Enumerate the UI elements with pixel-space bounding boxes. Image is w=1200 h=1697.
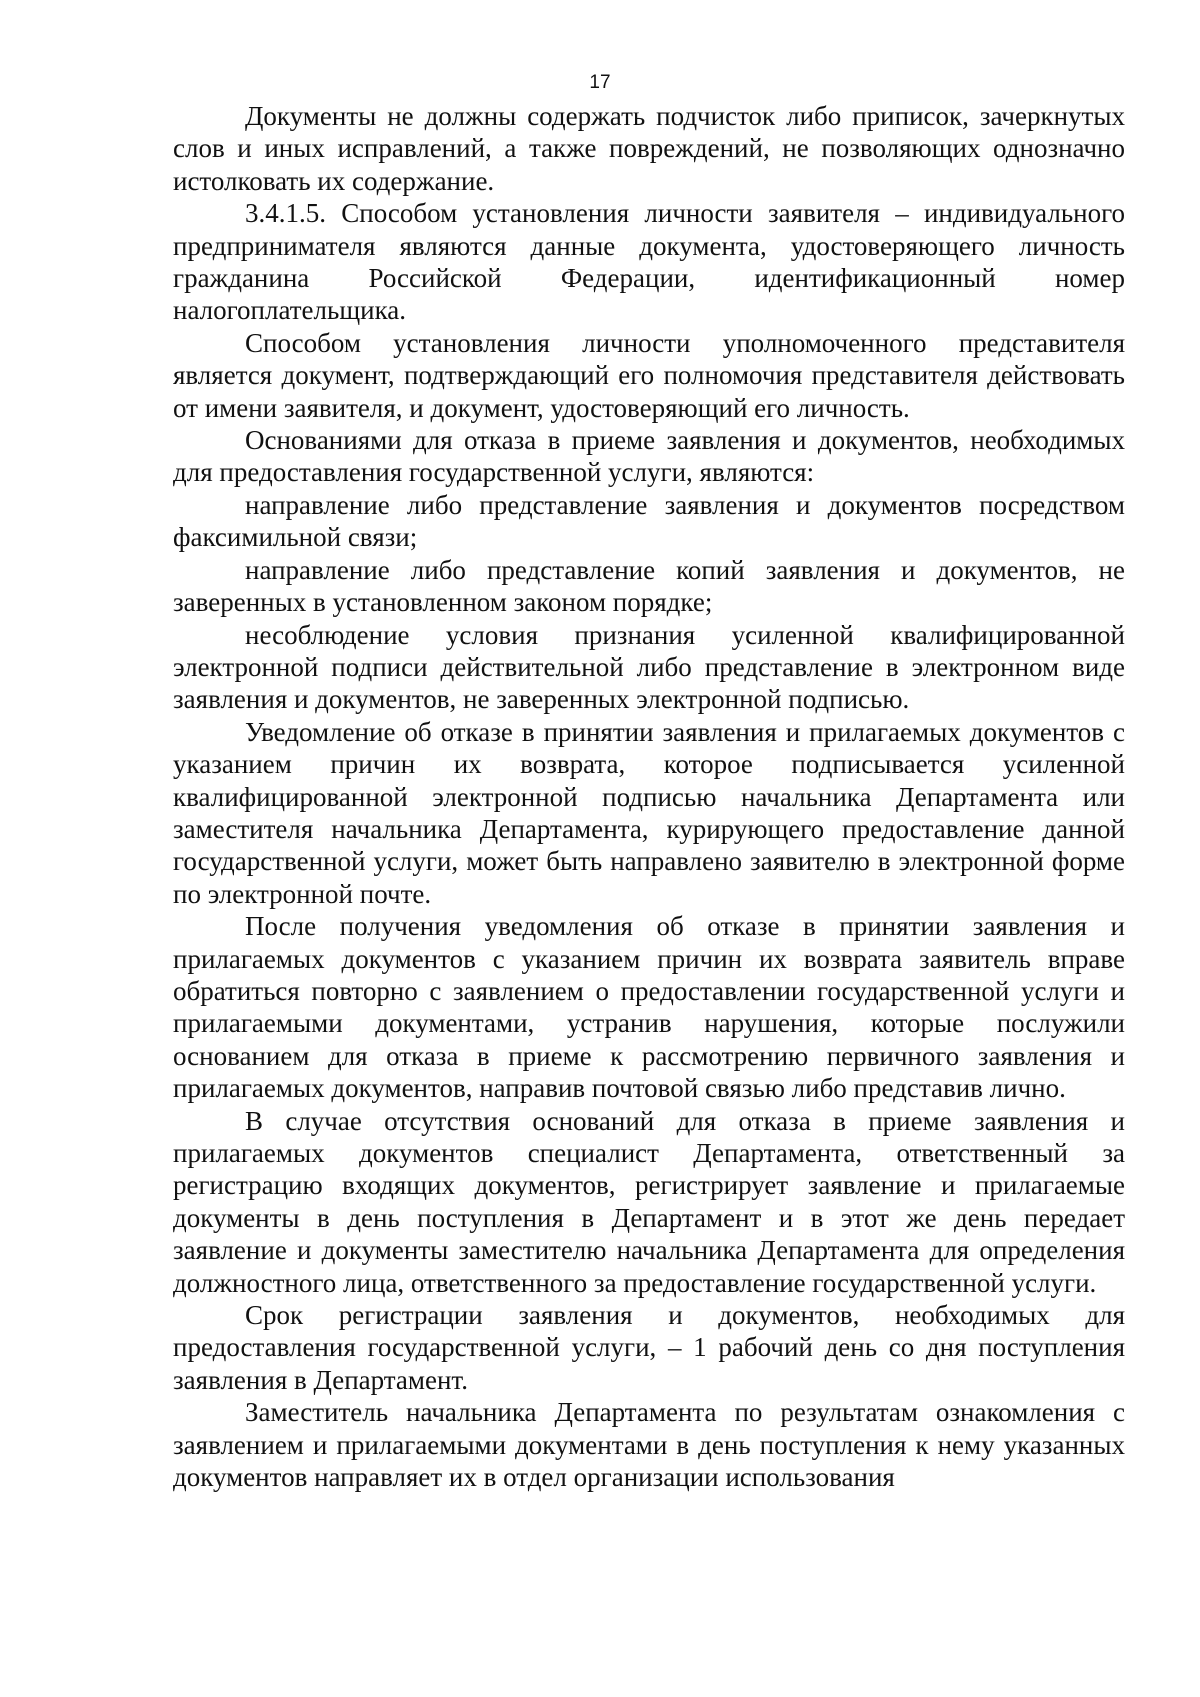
paragraph-deputy-head: Заместитель начальника Департамента по результатам ознакомления с заявлением и прилагаемыми документами в день поступления к нему указанных документов направляет их в отдел организации использования bbox=[173, 1397, 1125, 1493]
paragraph-3-4-1-5: 3.4.1.5. Способом установления личности заявителя – индивидуального предпринимателя являются данные документа, удостоверяющего личность гражданина Российской Федерации, идентификационный номер налогоплательщика. bbox=[173, 198, 1125, 326]
paragraph-registration-term: Срок регистрации заявления и документов, необходимых для предоставления государственной услуги, – 1 рабочий день со дня поступления заявления в Департамент. bbox=[173, 1300, 1125, 1395]
paragraph-registration: В случае отсутствия оснований для отказа в приеме заявления и прилагаемых документов специалист Департамента, ответственный за регистрацию входящих документов, регистрирует заявление и прилагаемые документы в день поступления в Департамент и в этот же день передает заявление и документы заместителю начальника Департамента для определения должностного лица, ответственного за предоставление государственной услуги. bbox=[173, 1105, 1125, 1298]
paragraph-uncertified-copies: направление либо представление копий заявления и документов, не заверенных в установленном законом порядке; bbox=[173, 554, 1125, 618]
paragraph-signature-noncompliance: несоблюдение условия признания усиленной квалифицированной электронной подписи действительной либо представление в электронном виде заявления и документов, не заверенных электронной подписью. bbox=[173, 619, 1125, 715]
paragraph-refusal-grounds: Основаниями для отказа в приеме заявления и документов, необходимых для предоставления государственной услуги, являются: bbox=[173, 425, 1125, 488]
body-text bbox=[173, 100, 1125, 1493]
paragraph-documents-requirements: Документы не должны содержать подчисток либо приписок, зачеркнутых слов и иных исправлений, а также повреждений, не позволяющих однозначно истолковать их содержание. bbox=[173, 101, 1125, 196]
page-number: 17 bbox=[589, 72, 611, 93]
paragraph-refusal-notice: Уведомление об отказе в принятии заявления и прилагаемых документов с указанием причин их возврата, которое подписывается усиленной квалифицированной электронной подписью начальника Департамента или заместителя начальника Департамента, курирующего предоставление данной государственной услуги, может быть направлено заявителю в электронной форме по электронной почте. bbox=[173, 716, 1125, 909]
paragraph-fax-submission: направление либо представление заявления и документов посредством факсимильной связи; bbox=[173, 489, 1125, 553]
paragraph-representative-identity: Способом установления личности уполномоченного представителя является документ, подтверждающий его полномочия представителя действовать от имени заявителя, и документ, удостоверяющий его личность. bbox=[173, 327, 1125, 423]
paragraph-reapplication: После получения уведомления об отказе в принятии заявления и прилагаемых документов с указанием причин их возврата заявитель вправе обратиться повторно с заявлением о предоставлении государственной услуги и прилагаемыми документами, устранив нарушения, которые послужили основанием для отказа в приеме к рассмотрению первичного заявления и прилагаемых документов, направив почтовой связью либо представив лично. bbox=[173, 911, 1125, 1104]
